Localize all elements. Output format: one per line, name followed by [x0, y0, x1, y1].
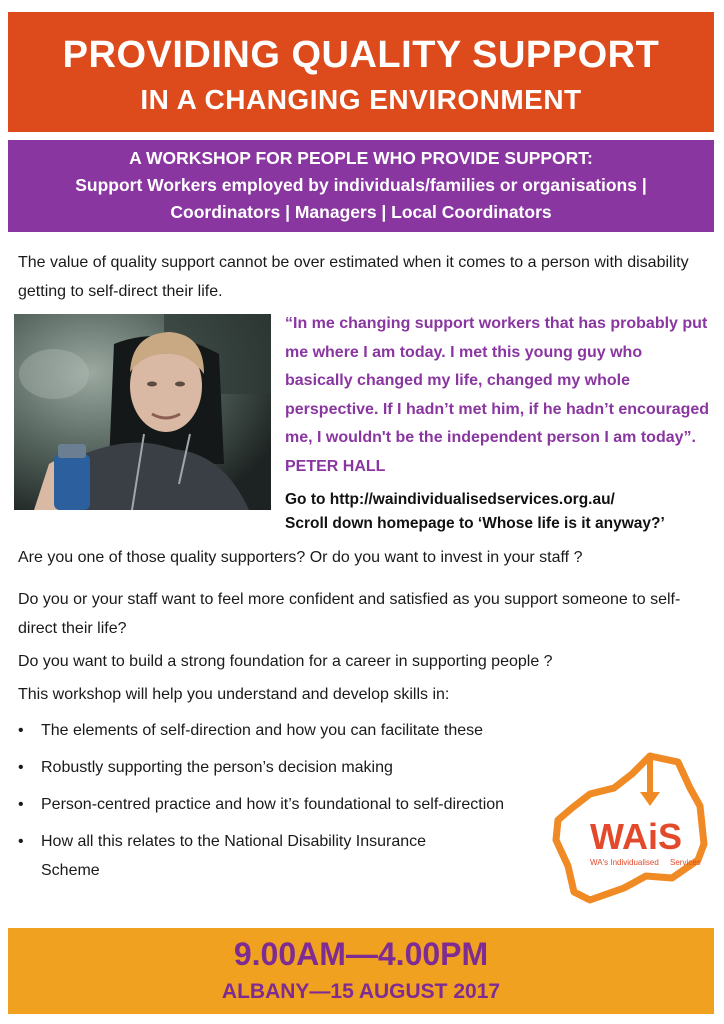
logo-tagline-right: Services	[670, 858, 701, 867]
testimonial-quote: “In me changing support workers that has probably put me where I am today. I met this young guy who basically changed my life, changed my whole perspective. If I hadn’t met him, if he hadn’t encouraged me, I wouldn't be the independent person I am today”. PETER HALL	[285, 315, 710, 475]
bullet-marker: •	[18, 796, 24, 813]
list-item-text: Person-centred practice and how it’s foundational to self-direction	[41, 796, 505, 813]
bullet-marker: •	[18, 722, 24, 739]
list-item-text: Robustly supporting the person’s decision making	[41, 759, 393, 776]
audience-line-2: Support Workers employed by individuals/families or organisations |	[75, 175, 647, 195]
website-link[interactable]: Go to http://waindividualisedservices.org.au/	[285, 491, 615, 508]
list-item	[18, 753, 538, 782]
skills-intro-paragraph: This workshop will help you understand and develop skills in:	[18, 686, 450, 703]
wa-map-logo-graphic	[550, 748, 710, 908]
title-line-1: PROVIDING QUALITY SUPPORT	[62, 34, 660, 76]
audience-heading: A WORKSHOP FOR PEOPLE WHO PROVIDE SUPPORT:	[129, 148, 593, 168]
website-reference	[285, 488, 713, 536]
list-item-text: How all this relates to the National Disability Insurance Scheme	[41, 833, 427, 879]
event-time: 9.00AM—4.00PM	[233, 936, 489, 972]
logo-tagline-left: WA's Individualised	[590, 858, 659, 867]
title-banner	[8, 12, 714, 132]
logo-wordmark: WAiS	[590, 816, 683, 857]
list-item	[18, 827, 481, 885]
portrait-illustration	[14, 314, 271, 510]
website-instruction: Scroll down homepage to ‘Whose life is it anyway?’	[285, 515, 665, 532]
question-paragraph-2: Do you or your staff want to feel more confident and satisfied as you support someone to self-direct their life?	[18, 591, 681, 637]
list-item	[18, 790, 511, 819]
audience-banner	[8, 140, 714, 232]
intro-paragraph: The value of quality support cannot be over estimated when it comes to a person with disability getting to self-direct their life.	[18, 254, 689, 300]
skills-list	[18, 716, 538, 893]
question-paragraph-3: Do you want to build a strong foundation for a career in supporting people ?	[18, 653, 553, 670]
portrait-photo	[14, 314, 271, 510]
event-details-banner	[8, 928, 714, 1014]
bullet-marker: •	[18, 759, 24, 776]
event-location-date: ALBANY—15 AUGUST 2017	[221, 980, 501, 1003]
bullet-marker: •	[18, 833, 24, 850]
list-item	[18, 716, 538, 745]
wais-logo	[550, 748, 710, 908]
audience-line-3: Coordinators | Managers | Local Coordinators	[170, 202, 552, 222]
list-item-text: The elements of self-direction and how you can facilitate these	[41, 722, 484, 739]
title-line-2: IN A CHANGING ENVIRONMENT	[140, 84, 582, 115]
question-paragraph-1: Are you one of those quality supporters? Or do you want to invest in your staff ?	[18, 549, 583, 566]
